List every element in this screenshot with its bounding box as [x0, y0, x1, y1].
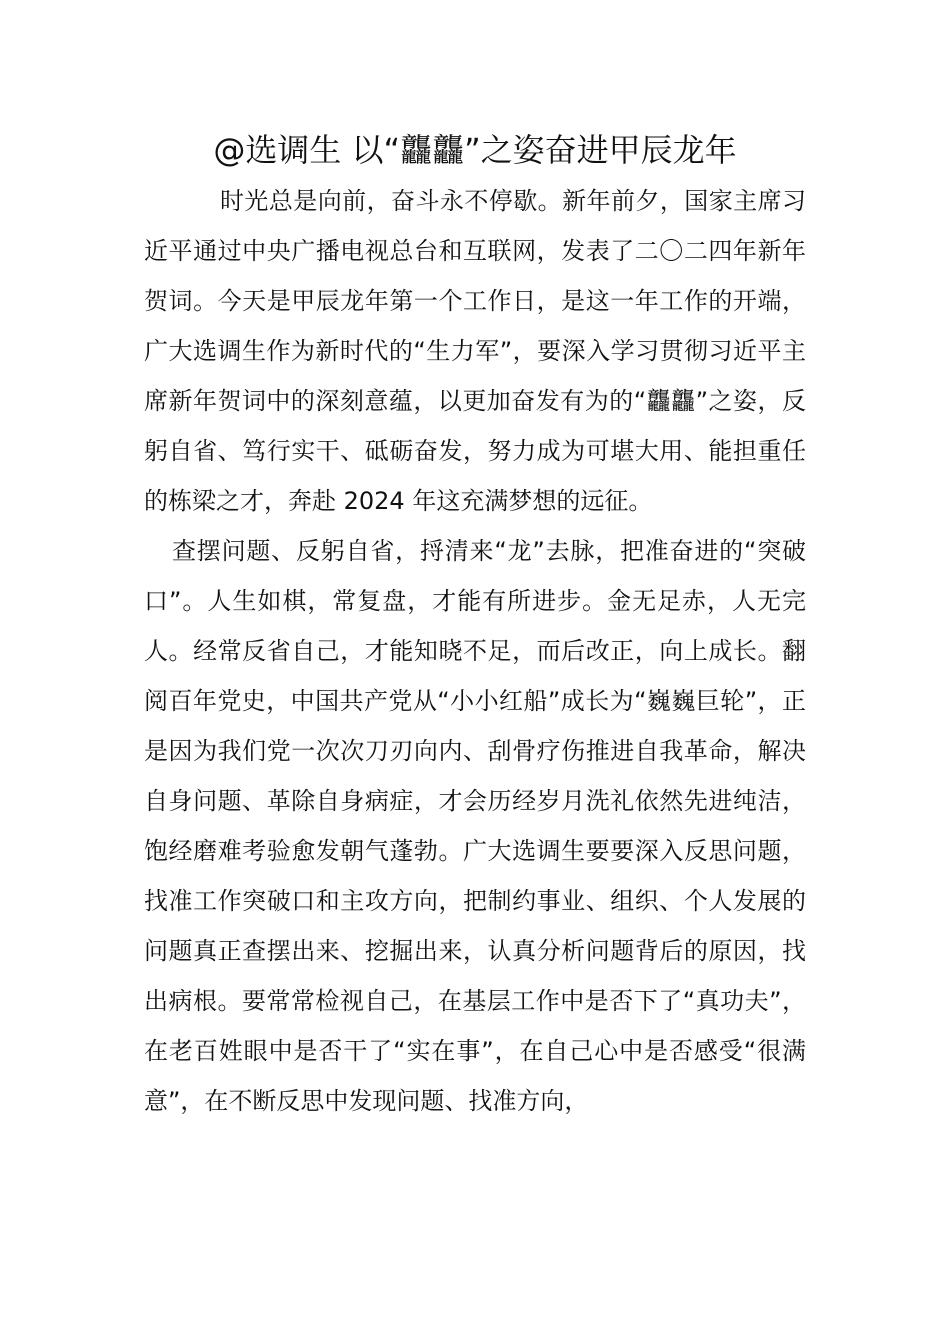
document-body — [144, 176, 806, 1126]
paragraph-1: 时光总是向前，奋斗永不停歇。新年前夕，国家主席习近平通过中央广播电视总台和互联网，发表了二〇二四年新年贺词。今天是甲辰龙年第一个工作日，是这一年工作的开端，广大选调生作为新时代的“生力军”，要深入学习贯彻习近平主席新年贺词中的深刻意蕴，以更加奋发有为的“龘龘”之姿，反躬自省、笃行实干、砥砺奋发，努力成为可堪大用、能担重任的栋梁之才，奔赴 2024 年这充满梦想的远征。 — [144, 187, 806, 515]
paragraph-2: 查摆问题、反躬自省，捋清来“龙”去脉，把准奋进的“突破口”。人生如棋，常复盘，才能有所进步。金无足赤，人无完人。经常反省自己，才能知晓不足，而后改正，向上成长。翻阅百年党史，中国共产党从“小小红船”成长为“巍巍巨轮”，正是因为我们党一次次刀刃向内、刮骨疗伤推进自我革命，解决自身问题、革除自身病症，才会历经岁月洗礼依然先进纯洁，饱经磨难考验愈发朝气蓬勃。广大选调生要要深入反思问题，找准工作突破口和主攻方向，把制约事业、组织、个人发展的问题真正查摆出来、挖掘出来，认真分析问题背后的原因，找出病根。要常常检视自己，在基层工作中是否下了“真功夫”，在老百姓眼中是否干了“实在事”，在自己心中是否感受“很满意”，在不断反思中发现问题、找准方向， — [144, 537, 806, 1115]
document-title: @选调生 以“龘龘”之姿奋进甲辰龙年 — [213, 131, 737, 169]
